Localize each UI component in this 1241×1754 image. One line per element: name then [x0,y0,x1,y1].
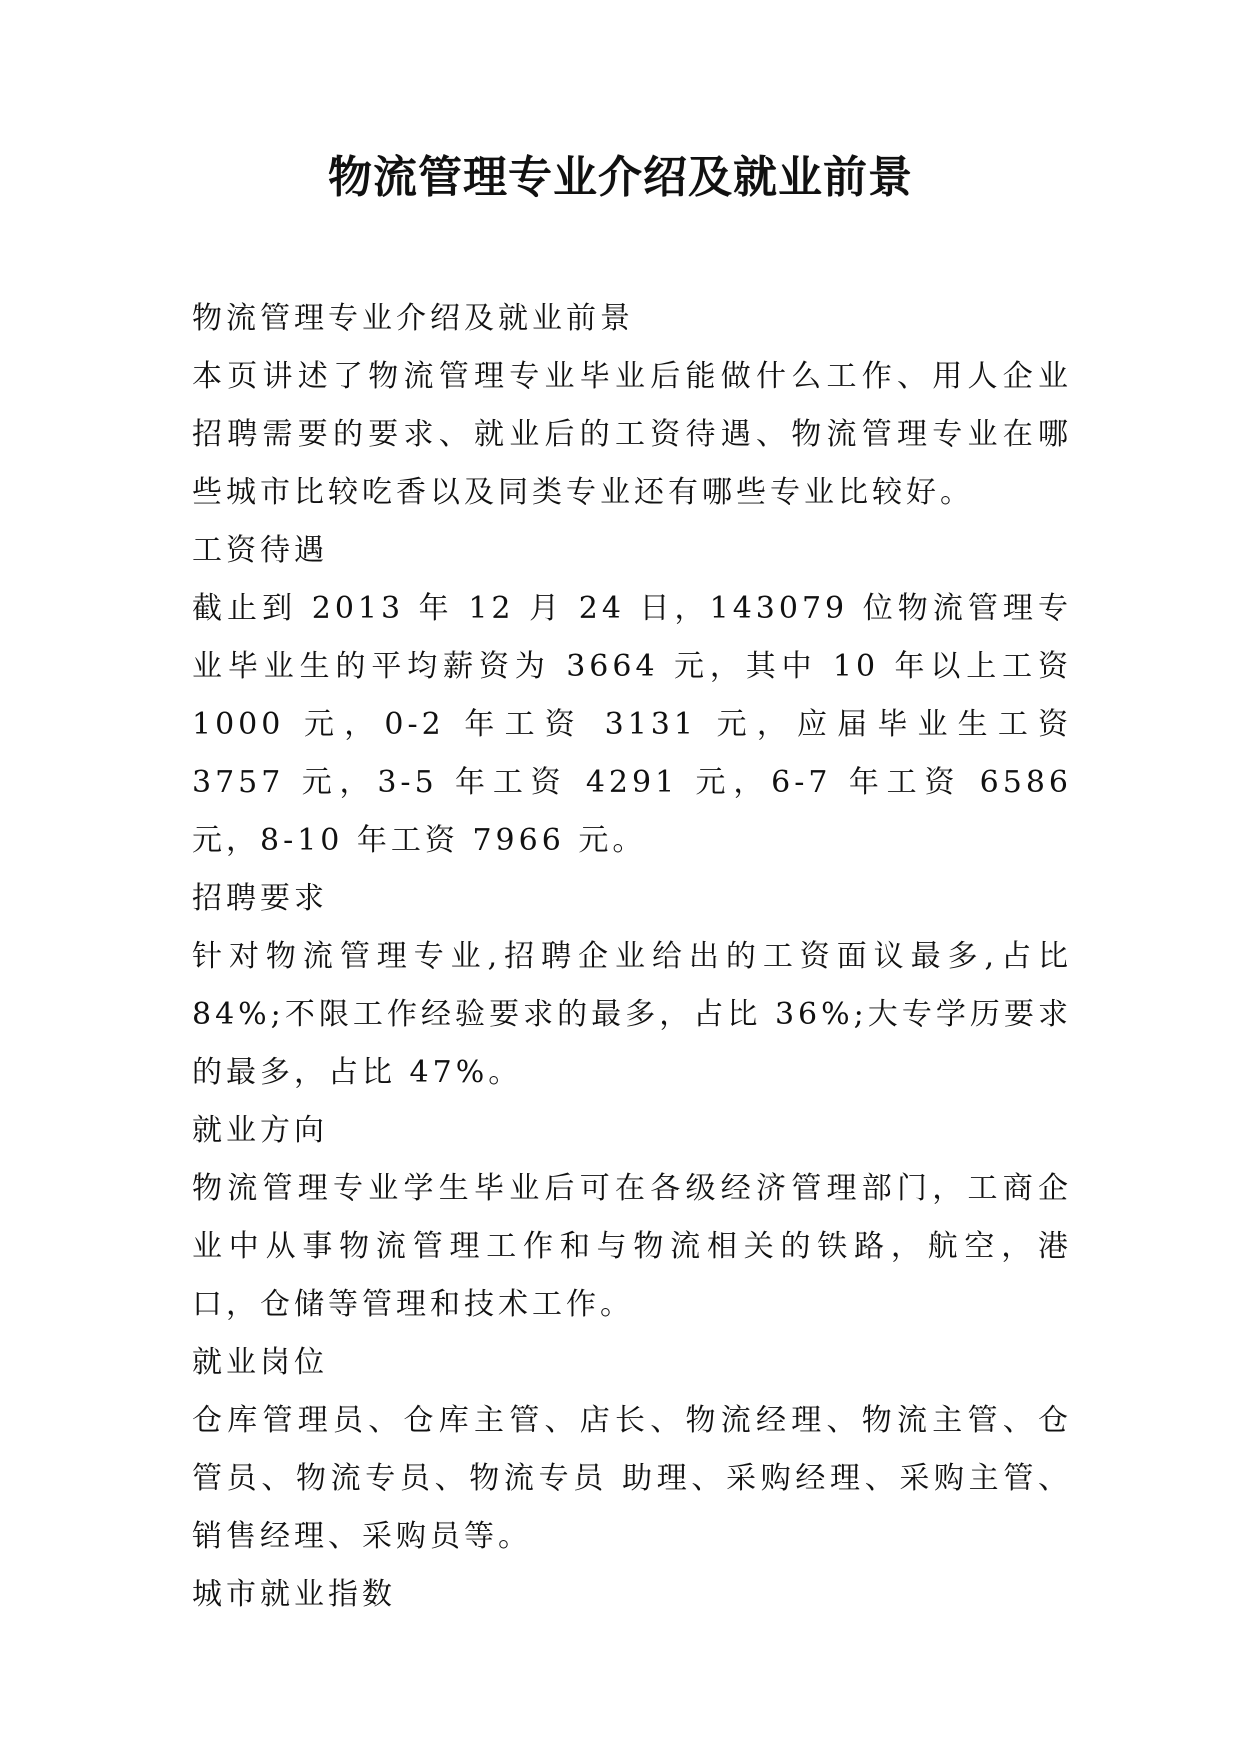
document-body [192,290,1072,1624]
intro-heading: 物流管理专业介绍及就业前景 [192,301,634,336]
recruitment-paragraph: 针对物流管理专业,招聘企业给出的工资面议最多,占比 84%;不限工作经验要求的最多，占比 36%;大专学历要求的最多，占比 47%。 [192,939,1072,1090]
positions-paragraph: 仓库管理员、仓库主管、店长、物流经理、物流主管、仓管员、物流专员、物流专员 助理、采购经理、采购主管、销售经理、采购员等。 [192,1403,1072,1554]
recruitment-heading: 招聘要求 [192,881,328,916]
city-index-heading: 城市就业指数 [192,1577,396,1612]
positions-heading: 就业岗位 [192,1345,328,1380]
salary-paragraph: 截止到 2013 年 12 月 24 日，143079 位物流管理专业毕业生的平均薪资为 3664 元，其中 10 年以上工资 1000 元，0-2 年工资 3131 元，应届毕业生工资 3757 元，3-5 年工资 4291 元，6-7 年工资 6586 元，8-10 年工资 7966 元。 [192,591,1072,858]
direction-paragraph: 物流管理专业学生毕业后可在各级经济管理部门，工商企业中从事物流管理工作和与物流相关的铁路，航空，港口，仓储等管理和技术工作。 [192,1171,1072,1322]
document-title: 物流管理专业介绍及就业前景 [328,152,913,203]
salary-heading: 工资待遇 [192,533,328,568]
direction-heading: 就业方向 [192,1113,328,1148]
intro-paragraph: 本页讲述了物流管理专业毕业后能做什么工作、用人企业招聘需要的要求、就业后的工资待遇、物流管理专业在哪些城市比较吃香以及同类专业还有哪些专业比较好。 [192,359,1072,510]
